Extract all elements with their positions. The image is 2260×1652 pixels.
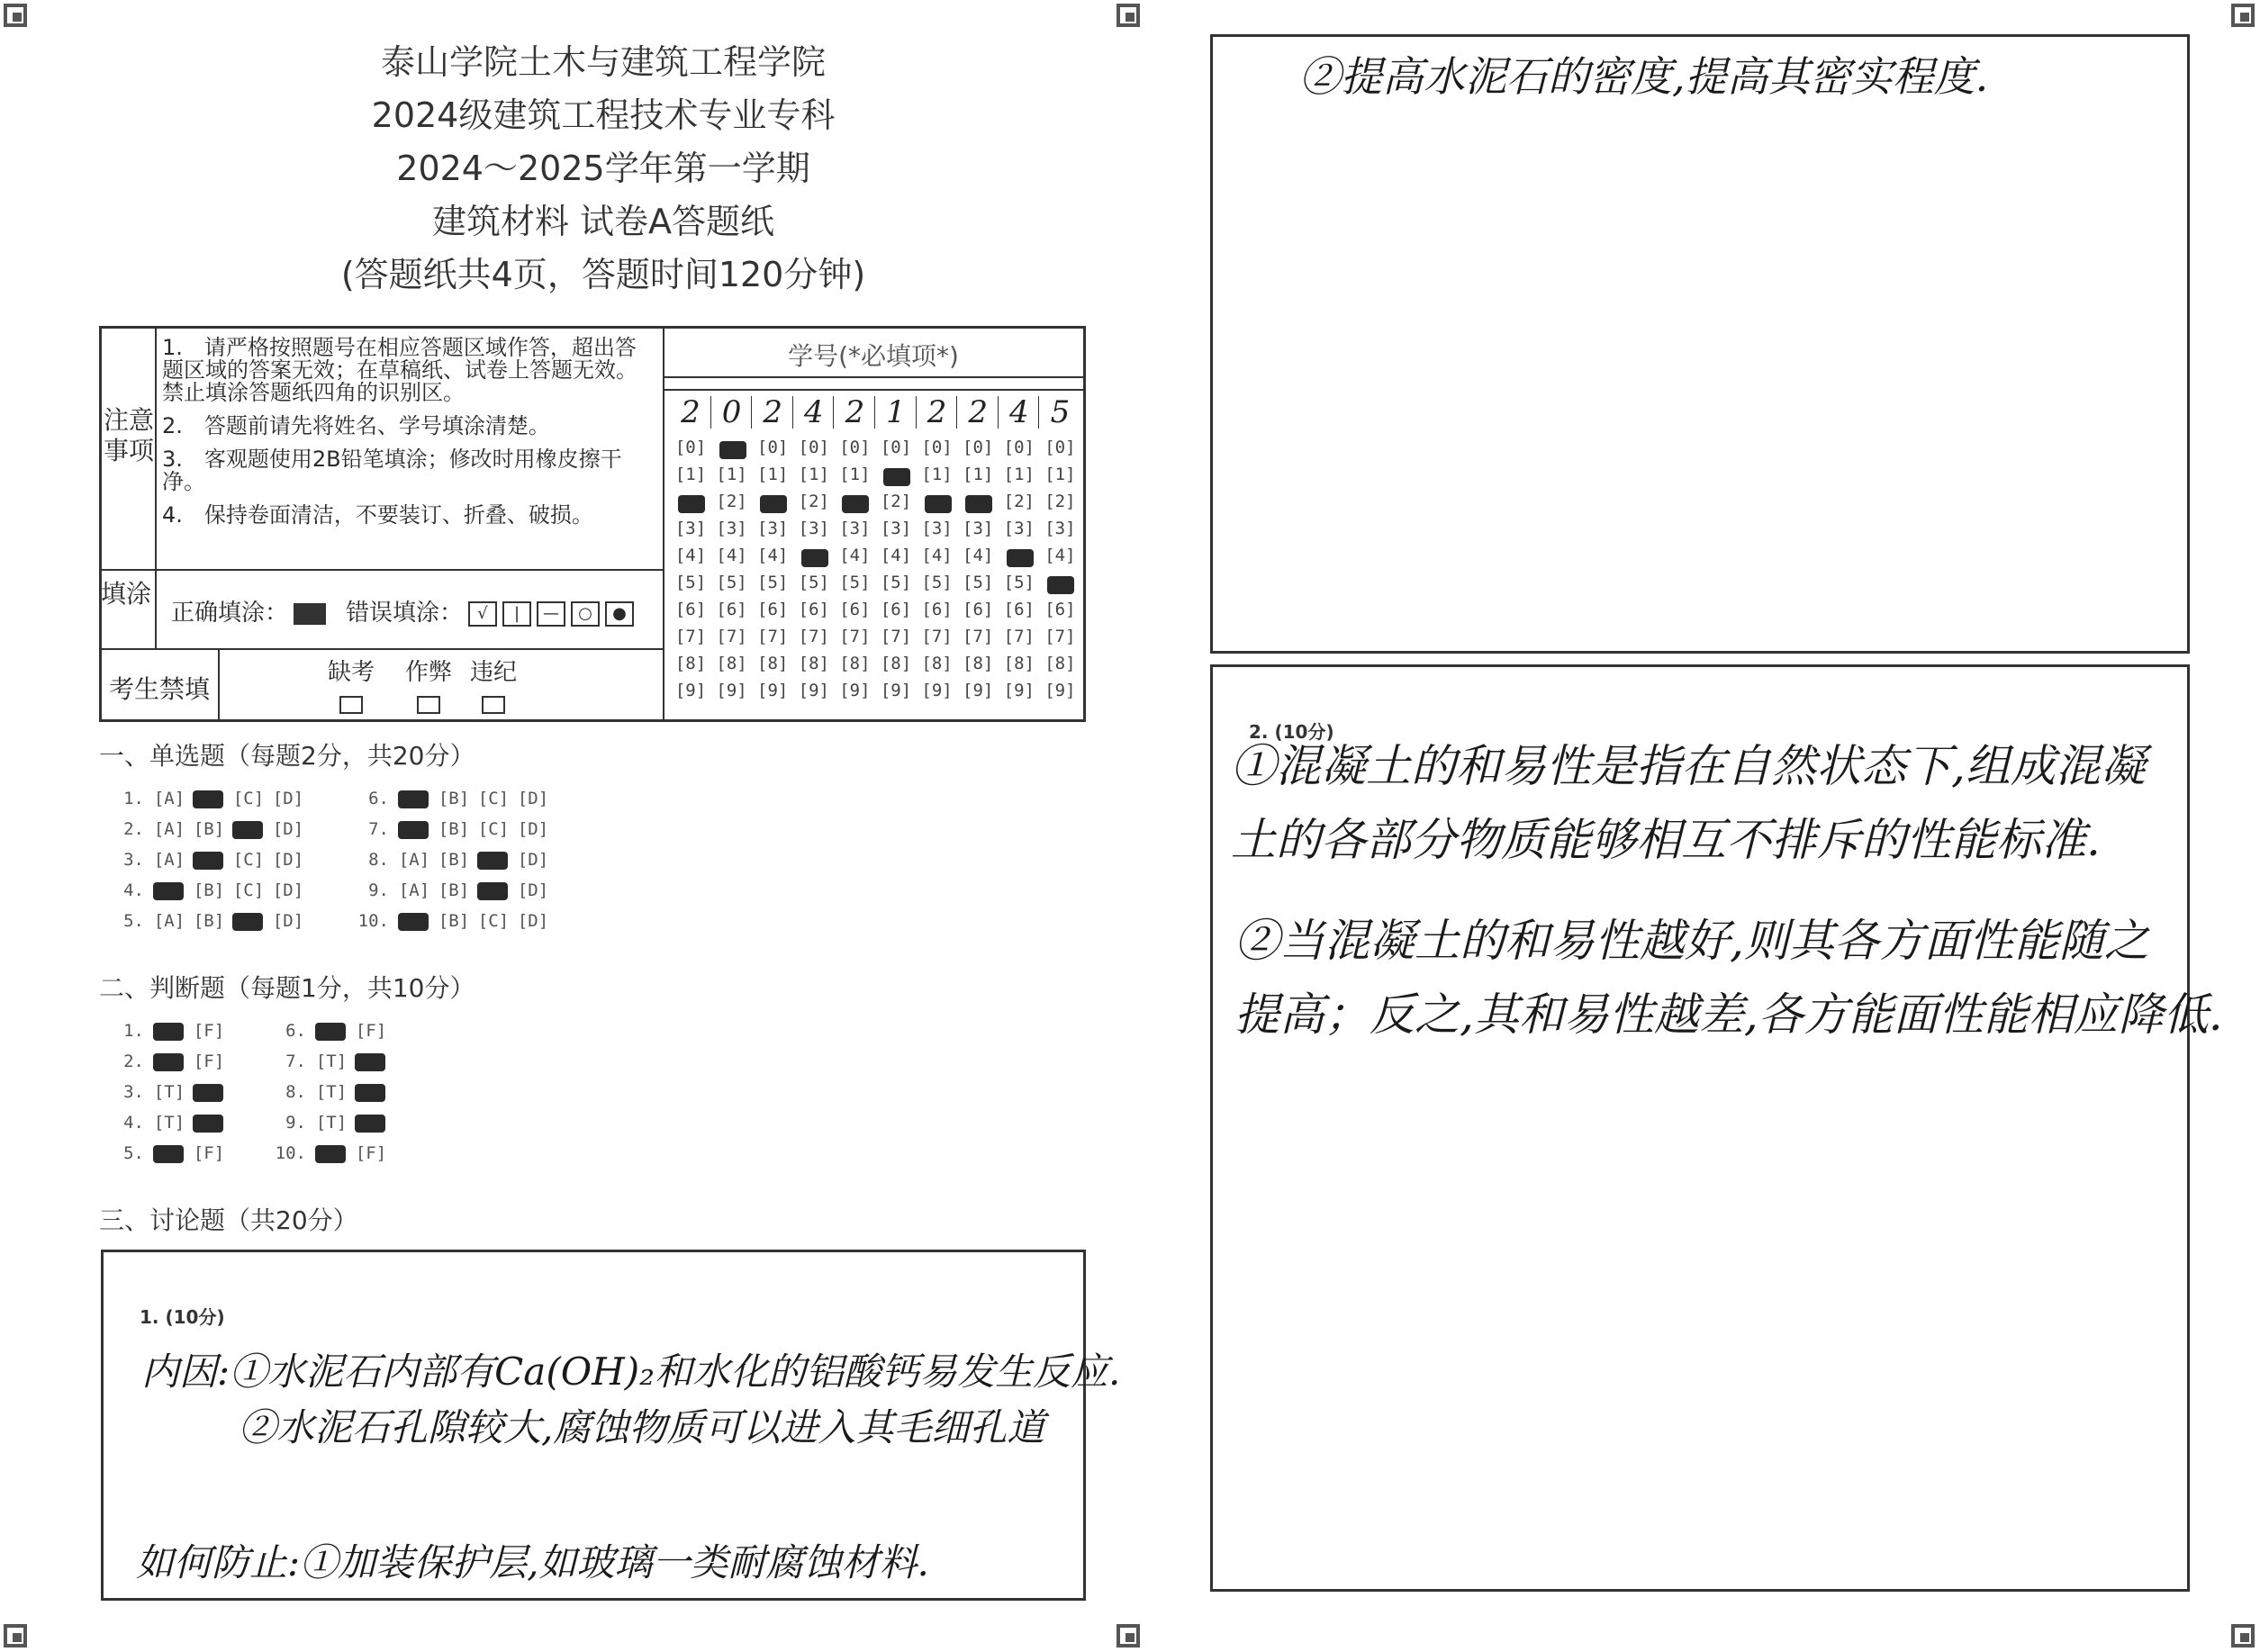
answer-option[interactable]: [C] xyxy=(232,850,265,870)
question-number: 4. xyxy=(123,1113,144,1133)
question-number: 8. xyxy=(285,1082,306,1102)
student-id-bubble[interactable]: [0] xyxy=(963,438,994,457)
header-line: 2024级建筑工程技术专业专科 xyxy=(371,95,836,135)
student-id-bubble[interactable]: [6] xyxy=(798,600,829,619)
question-number: 3. xyxy=(123,1082,144,1102)
answer-option[interactable] xyxy=(189,850,229,870)
wrong-fill-label: 错误填涂： xyxy=(346,600,464,627)
student-id-bubble[interactable]: [1] xyxy=(839,465,871,484)
student-id-bubble[interactable]: [7] xyxy=(757,627,789,646)
answer-box-q2[interactable] xyxy=(1210,664,2223,1592)
circle-mark-icon: ○ xyxy=(571,601,600,627)
student-id-bubble[interactable]: [0] xyxy=(1044,438,1076,457)
answer-option[interactable]: [B] xyxy=(438,850,470,870)
question-row xyxy=(108,850,308,870)
student-id-bubble[interactable]: [8] xyxy=(839,654,871,673)
answer-option[interactable]: [D] xyxy=(517,850,549,870)
exam-header xyxy=(270,36,936,302)
forbid-checkbox-cheat[interactable] xyxy=(417,696,440,714)
forbid-item-absent: 缺考 xyxy=(327,659,375,686)
student-id-bubble[interactable]: [8] xyxy=(716,654,747,673)
section3-title: 三、讨论题（共20分） xyxy=(99,1205,358,1235)
student-id-bubble[interactable]: [2] xyxy=(798,492,829,511)
answer-option[interactable] xyxy=(394,789,434,808)
answer-box-q1[interactable] xyxy=(101,1250,1121,1601)
corner-mark-icon xyxy=(1116,1624,1140,1647)
student-id-bubble[interactable]: [4] xyxy=(1044,546,1076,565)
student-id-digit: 2 xyxy=(681,394,701,430)
answer-option[interactable]: [F] xyxy=(355,1021,387,1041)
question-row xyxy=(108,1143,229,1163)
student-id-bubble[interactable]: [5] xyxy=(921,573,953,592)
student-id-bubble[interactable]: [0] xyxy=(674,438,707,457)
student-id-bubble[interactable]: [8] xyxy=(798,654,829,673)
answer-option[interactable]: [F] xyxy=(355,1143,387,1163)
student-id-bubble[interactable]: [4] xyxy=(963,546,994,565)
check-mark-icon: √ xyxy=(468,601,497,627)
notice-item: 2. 答题前请先将姓名、学号填涂清楚。 xyxy=(162,413,550,438)
answer-option[interactable]: [D] xyxy=(517,789,549,808)
question-number: 1. xyxy=(123,789,144,808)
student-id-title: 学号(*必填项*) xyxy=(788,341,959,371)
student-id-bubble[interactable]: [9] xyxy=(921,681,953,700)
header-line: 2024～2025学年第一学期 xyxy=(396,149,810,188)
forbid-checkbox-violation[interactable] xyxy=(482,696,505,714)
student-id-bubble[interactable]: [4] xyxy=(839,546,871,565)
student-id-digit: 4 xyxy=(1008,394,1029,430)
question-number: 7. xyxy=(285,1052,306,1071)
answer-option[interactable]: [B] xyxy=(438,880,470,900)
student-id-bubble[interactable]: [9] xyxy=(798,681,829,700)
answer-option[interactable] xyxy=(474,850,513,870)
question-row xyxy=(108,911,308,931)
corner-mark-icon xyxy=(4,1624,27,1647)
header-line: 建筑材料 试卷A答题纸 xyxy=(431,202,775,241)
student-id-bubble[interactable]: [4] xyxy=(921,546,953,565)
answer-option[interactable] xyxy=(229,819,268,839)
answer-option[interactable]: [T] xyxy=(153,1082,185,1102)
student-id-bubble[interactable]: [5] xyxy=(716,573,747,592)
question-row xyxy=(108,1021,229,1041)
answer-option[interactable] xyxy=(351,1113,391,1133)
question-number: 5. xyxy=(123,1143,144,1163)
answer-option[interactable] xyxy=(149,1143,189,1163)
student-id-bubble[interactable]: [7] xyxy=(1044,627,1076,646)
question-number: 4. xyxy=(123,880,144,900)
answer-option[interactable]: [D] xyxy=(272,880,304,900)
notice-label: 注意事项 xyxy=(103,405,154,465)
header-line: 泰山学院土木与建筑工程学院 xyxy=(380,42,826,82)
student-id-bubble[interactable] xyxy=(838,492,871,511)
question-row xyxy=(270,1021,391,1041)
notice-item: 4. 保持卷面清洁，不要装订、折叠、破损。 xyxy=(162,502,593,528)
student-id-bubble[interactable]: [7] xyxy=(674,627,707,646)
student-id-bubble[interactable]: [7] xyxy=(1003,627,1035,646)
corner-mark-icon xyxy=(2231,1624,2255,1647)
student-id-bubble[interactable] xyxy=(1003,546,1035,565)
student-id-bubble[interactable]: [6] xyxy=(880,600,912,619)
question-number: 1. xyxy=(123,1021,144,1041)
student-id-bubble[interactable]: [9] xyxy=(880,681,912,700)
student-id-bubble[interactable]: [8] xyxy=(674,654,707,673)
question-number: 5. xyxy=(123,911,144,931)
student-id-bubble[interactable]: [1] xyxy=(757,465,789,484)
answer-option[interactable] xyxy=(189,1113,229,1133)
student-id-bubble[interactable] xyxy=(962,492,994,511)
student-id-bubble[interactable]: [7] xyxy=(716,627,747,646)
student-id-digit: 2 xyxy=(968,394,988,430)
dash-mark-icon: — xyxy=(537,601,565,627)
student-id-bubble[interactable] xyxy=(716,438,748,457)
student-id-bubble[interactable]: [4] xyxy=(757,546,789,565)
student-id-bubble[interactable]: [8] xyxy=(1003,654,1035,673)
answer-option[interactable]: [T] xyxy=(315,1082,348,1102)
question-row xyxy=(270,1082,391,1102)
answer-option[interactable]: [A] xyxy=(398,880,430,900)
answer-option[interactable]: [D] xyxy=(272,850,304,870)
answer-option[interactable]: [B] xyxy=(438,911,470,931)
q1-answer-line: ②水泥石孔隙较大,腐蚀物质可以进入其毛细孔道 xyxy=(239,1405,1045,1449)
question-row xyxy=(270,1052,391,1071)
answer-box-q1-continued[interactable] xyxy=(1210,34,2190,654)
student-id-bubble[interactable]: [0] xyxy=(1003,438,1035,457)
forbid-label: 考生禁填 xyxy=(108,674,210,704)
student-id-bubble[interactable]: [5] xyxy=(963,573,994,592)
answer-option[interactable]: [B] xyxy=(438,789,470,808)
student-id-bubble[interactable]: [2] xyxy=(880,492,912,511)
student-id-bubble[interactable]: [9] xyxy=(757,681,789,700)
answer-option[interactable] xyxy=(149,880,189,900)
question-row xyxy=(108,1082,229,1102)
student-id-digit: 0 xyxy=(721,394,742,430)
student-id-bubble[interactable]: [1] xyxy=(1044,465,1076,484)
section1-title: 一、单选题（每题2分，共20分） xyxy=(99,741,475,771)
answer-option[interactable]: [C] xyxy=(477,789,510,808)
student-id-bubble[interactable]: [3] xyxy=(1003,519,1035,538)
question-number: 9. xyxy=(285,1113,306,1133)
student-id-bubble[interactable]: [9] xyxy=(674,681,707,700)
question-row xyxy=(353,819,553,839)
question-number: 8. xyxy=(368,850,389,870)
q2-answer-line: 提高；反之,其和易性越差,各方能面性能相应降低. xyxy=(1234,988,2223,1041)
corner-mark-icon xyxy=(4,4,27,27)
answer-option[interactable]: [D] xyxy=(517,880,549,900)
dot-mark-icon: ● xyxy=(605,601,634,627)
question-row xyxy=(108,1113,229,1133)
student-id-digit: 2 xyxy=(763,394,782,430)
question-number: 7. xyxy=(368,819,389,839)
student-id-bubble[interactable] xyxy=(1044,573,1076,592)
student-id-bubble[interactable]: [8] xyxy=(921,654,953,673)
student-id-bubble[interactable]: [6] xyxy=(839,600,871,619)
answer-option[interactable] xyxy=(394,911,434,931)
student-id-bubble[interactable]: [9] xyxy=(716,681,747,700)
answer-option[interactable]: [A] xyxy=(153,789,185,808)
question-row xyxy=(108,1052,229,1071)
student-id-bubble[interactable]: [9] xyxy=(839,681,871,700)
student-id-bubble[interactable]: [3] xyxy=(880,519,912,538)
bar-mark-icon: | xyxy=(502,601,531,627)
student-id-bubble[interactable]: [3] xyxy=(674,519,707,538)
student-id-bubble[interactable] xyxy=(756,492,789,511)
student-id-bubble[interactable]: [9] xyxy=(1003,681,1035,700)
student-id-bubble[interactable]: [5] xyxy=(880,573,912,592)
q2-answer-line: ②当混凝土的和易性越好,则其各方面性能随之 xyxy=(1234,915,2149,967)
answer-option[interactable] xyxy=(351,1052,391,1071)
notice-item: 3. 客观题使用2B铅笔填涂；修改时用橡皮擦干净。 xyxy=(162,447,622,494)
student-id-bubble[interactable]: [5] xyxy=(757,573,789,592)
forbid-item-cheat: 作弊 xyxy=(404,659,452,686)
student-id-bubble[interactable]: [5] xyxy=(798,573,829,592)
question-row xyxy=(270,1113,391,1133)
question-number: 10. xyxy=(357,911,389,931)
answer-option[interactable] xyxy=(149,1052,189,1071)
answer-option[interactable]: [B] xyxy=(193,880,225,900)
answer-option[interactable] xyxy=(312,1021,351,1041)
question-row xyxy=(108,819,308,839)
question-number: 10. xyxy=(275,1143,306,1163)
answer-option[interactable]: [C] xyxy=(232,880,265,900)
student-id-bubble[interactable]: [1] xyxy=(716,465,747,484)
answer-option[interactable]: [C] xyxy=(477,911,510,931)
answer-option[interactable]: [F] xyxy=(193,1052,225,1071)
student-id-bubble[interactable]: [7] xyxy=(880,627,912,646)
student-id-bubble[interactable]: [4] xyxy=(716,546,747,565)
answer-option[interactable] xyxy=(474,880,513,900)
student-id-bubble[interactable]: [8] xyxy=(963,654,994,673)
student-id-bubble[interactable]: [8] xyxy=(880,654,912,673)
question-row xyxy=(353,789,553,808)
answer-option[interactable]: [B] xyxy=(193,819,225,839)
fill-label: 填涂 xyxy=(101,579,152,609)
answer-option[interactable] xyxy=(229,911,268,931)
student-id-bubble[interactable]: [5] xyxy=(674,573,707,592)
student-id-bubble[interactable]: [3] xyxy=(716,519,747,538)
answer-option[interactable] xyxy=(189,789,229,808)
student-id-bubble[interactable]: [8] xyxy=(757,654,789,673)
header-line: (答题纸共4页，答题时间120分钟) xyxy=(340,255,866,294)
student-id-bubble[interactable]: [4] xyxy=(674,546,707,565)
student-id-bubble[interactable]: [0] xyxy=(921,438,953,457)
notice-list xyxy=(162,337,657,537)
student-id-bubble[interactable]: [9] xyxy=(1044,681,1076,700)
student-id-digit: 2 xyxy=(927,394,947,430)
answer-option[interactable]: [A] xyxy=(398,850,430,870)
student-id-bubble[interactable]: [2] xyxy=(1003,492,1035,511)
student-id-bubble[interactable]: [0] xyxy=(757,438,789,457)
student-id-bubble[interactable]: [5] xyxy=(839,573,871,592)
answer-option[interactable]: [A] xyxy=(153,819,185,839)
forbid-checkbox-absent[interactable] xyxy=(339,696,363,714)
answer-option[interactable]: [T] xyxy=(315,1113,348,1133)
student-id-bubble[interactable]: [4] xyxy=(880,546,912,565)
student-id-digit: 2 xyxy=(845,394,865,430)
question-row xyxy=(108,880,308,900)
question-number: 6. xyxy=(368,789,389,808)
section2-title: 二、判断题（每题1分，共10分） xyxy=(99,973,475,1003)
student-id-bubble[interactable]: [3] xyxy=(921,519,953,538)
student-id-bubble[interactable]: [6] xyxy=(716,600,747,619)
student-id-bubble[interactable]: [7] xyxy=(839,627,871,646)
student-id-bubble[interactable]: [7] xyxy=(921,627,953,646)
answer-option[interactable]: [C] xyxy=(477,819,510,839)
corner-mark-icon xyxy=(1116,4,1140,27)
student-id-bubble[interactable]: [3] xyxy=(757,519,789,538)
student-id-digit: 5 xyxy=(1050,394,1071,430)
student-id-bubble[interactable]: [5] xyxy=(1003,573,1035,592)
answer-option[interactable]: [D] xyxy=(272,789,304,808)
correct-fill-label: 正确填涂： xyxy=(171,600,289,627)
student-id-bubble[interactable]: [0] xyxy=(839,438,871,457)
student-id-bubble[interactable]: [1] xyxy=(674,465,707,484)
student-id-bubble[interactable] xyxy=(880,465,912,484)
student-id-bubble[interactable]: [3] xyxy=(963,519,994,538)
q2-header: 2. (10分) xyxy=(1249,721,1334,743)
question-number: 2. xyxy=(123,819,144,839)
answer-option[interactable] xyxy=(394,819,434,839)
answer-option[interactable] xyxy=(149,1021,189,1041)
answer-option[interactable]: [D] xyxy=(272,911,304,931)
student-id-bubble[interactable]: [6] xyxy=(1044,600,1076,619)
student-id-bubble[interactable]: [6] xyxy=(757,600,789,619)
student-id-bubble[interactable] xyxy=(921,492,954,511)
answer-option[interactable]: [F] xyxy=(193,1143,225,1163)
q1-header: 1. (10分) xyxy=(140,1306,225,1328)
student-id-bubble[interactable]: [6] xyxy=(674,600,707,619)
student-id-bubble[interactable]: [7] xyxy=(798,627,829,646)
question-number: 9. xyxy=(368,880,389,900)
question-number: 2. xyxy=(123,1052,144,1071)
student-id-digit: 4 xyxy=(803,394,824,430)
answer-option[interactable]: [T] xyxy=(315,1052,348,1071)
correct-fill-swatch xyxy=(294,603,326,625)
student-id-bubble[interactable]: [0] xyxy=(798,438,829,457)
notice-item: 1. 请严格按照题号在相应答题区域作答，超出答题区域的答案无效；在草稿纸、试卷上答题无效。禁止填涂答题纸四角的识别区。 xyxy=(162,335,637,405)
fill-example-row xyxy=(171,594,634,627)
student-id-bubble[interactable] xyxy=(798,546,830,565)
answer-option[interactable]: [F] xyxy=(193,1021,225,1041)
question-row xyxy=(353,911,553,931)
answer-option[interactable] xyxy=(312,1143,351,1163)
student-id-bubble[interactable]: [1] xyxy=(963,465,994,484)
answer-option[interactable]: [B] xyxy=(438,819,470,839)
student-id-bubble[interactable]: [6] xyxy=(963,600,994,619)
answer-option[interactable]: [D] xyxy=(517,819,549,839)
student-id-bubble[interactable]: [8] xyxy=(1044,654,1076,673)
q1-answer-line: 如何防止:①加装保护层,如玻璃一类耐腐蚀材料. xyxy=(136,1540,929,1584)
student-id-bubble[interactable]: [2] xyxy=(1044,492,1076,511)
question-number: 3. xyxy=(123,850,144,870)
question-row xyxy=(270,1143,391,1163)
answer-option[interactable]: [T] xyxy=(153,1113,185,1133)
student-id-bubble[interactable]: [7] xyxy=(963,627,994,646)
question-row xyxy=(108,789,308,808)
q1-continued-line: ②提高水泥石的密度,提高其密实程度. xyxy=(1299,52,1989,101)
student-id-bubble[interactable]: [1] xyxy=(1003,465,1035,484)
answer-option[interactable] xyxy=(189,1082,229,1102)
student-id-bubble[interactable]: [6] xyxy=(921,600,953,619)
answer-option[interactable] xyxy=(351,1082,391,1102)
student-id-bubble[interactable]: [3] xyxy=(798,519,829,538)
student-id-bubble[interactable] xyxy=(674,492,707,511)
student-id-bubble[interactable]: [1] xyxy=(798,465,829,484)
corner-mark-icon xyxy=(2231,4,2255,27)
q2-answer-line: 土的各部分物质能够相互不排斥的性能标准. xyxy=(1231,814,2101,866)
student-id-bubble[interactable]: [9] xyxy=(963,681,994,700)
student-id-bubble[interactable]: [3] xyxy=(839,519,871,538)
answer-option[interactable]: [C] xyxy=(232,789,265,808)
q2-answer-line: ①混凝土的和易性是指在自然状态下,组成混凝 xyxy=(1231,740,2146,792)
student-id-bubble[interactable]: [1] xyxy=(921,465,953,484)
question-row xyxy=(353,850,553,870)
student-id-bubble[interactable]: [3] xyxy=(1044,519,1076,538)
q1-answer-line: 内因:①水泥石内部有Ca(OH)₂和水化的铝酸钙易发生反应. xyxy=(141,1350,1121,1394)
answer-option[interactable]: [A] xyxy=(153,850,185,870)
answer-option[interactable]: [D] xyxy=(272,819,304,839)
question-number: 6. xyxy=(285,1021,306,1041)
answer-option[interactable]: [B] xyxy=(193,911,225,931)
student-id-digit: 1 xyxy=(886,394,906,430)
question-row xyxy=(353,880,553,900)
forbid-item-violation: 违纪 xyxy=(469,659,517,686)
answer-option[interactable]: [D] xyxy=(517,911,549,931)
answer-option[interactable]: [A] xyxy=(153,911,185,931)
student-id-bubble[interactable]: [2] xyxy=(716,492,747,511)
student-id-bubble[interactable]: [0] xyxy=(880,438,912,457)
student-id-bubble[interactable]: [6] xyxy=(1003,600,1035,619)
